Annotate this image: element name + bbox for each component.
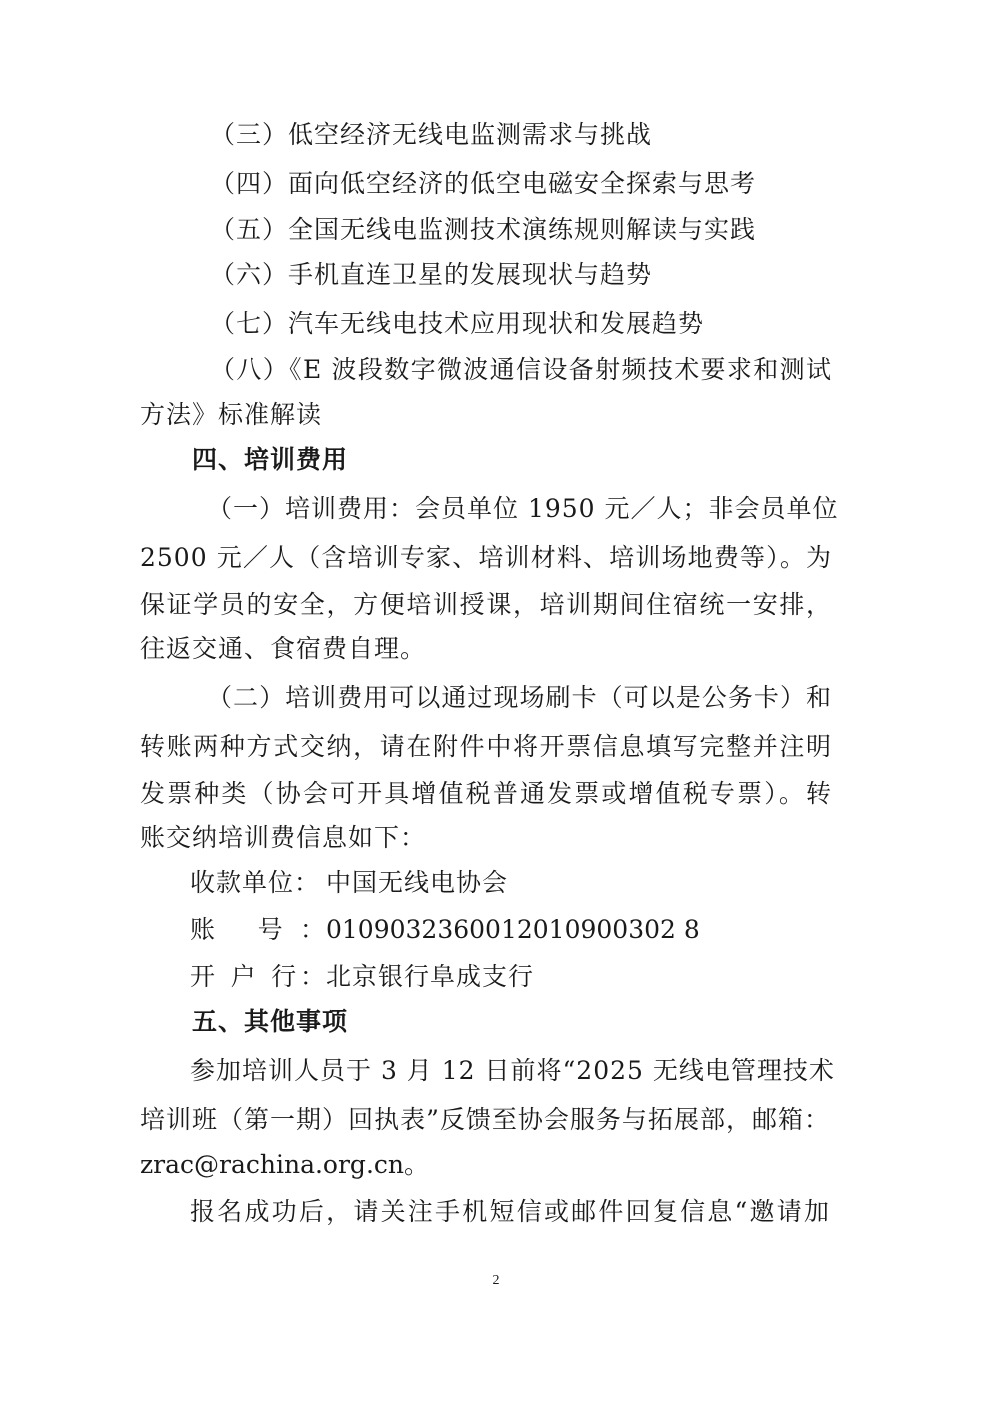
section-5-para1-line1: 参加培训人员于 3 月 12 日前将“2025 无线电管理技术 [190, 1056, 835, 1085]
bank-label: 开 户 行： [190, 962, 326, 991]
payee-value: 中国无线电协会 [326, 868, 509, 897]
page-number: 2 [492, 1273, 500, 1288]
section-4-para2-line4: 账交纳培训费信息如下： [140, 823, 427, 852]
list-item-3: （三）低空经济无线电监测需求与挑战 [210, 120, 653, 149]
section-4-para1-line3: 保证学员的安全，方便培训授课，培训期间住宿统一安排， [140, 590, 832, 619]
section-4-para1-line1: （一）培训费用：会员单位 1950 元／人；非会员单位 [207, 494, 839, 523]
section-4-para1-line2: 2500 元／人（含培训专家、培训材料、培训场地费等）。为 [140, 543, 832, 572]
section-4-para2-line2: 转账两种方式交纳，请在附件中将开票信息填写完整并注明 [140, 732, 832, 761]
bank-value: 北京银行阜成支行 [326, 962, 535, 991]
section-4-para2-line3: 发票种类（协会可开具增值税普通发票或增值税专票）。转 [140, 779, 832, 808]
section-5-para2-line1: 报名成功后，请关注手机短信或邮件回复信息“邀请加 [190, 1197, 830, 1226]
list-item-7: （七）汽车无线电技术应用现状和发展趋势 [210, 309, 705, 338]
list-item-4: （四）面向低空经济的低空电磁安全探索与思考 [210, 169, 757, 198]
list-item-8: （八）《E 波段数字微波通信设备射频技术要求和测试 [210, 355, 832, 384]
section-5-email: zrac@rachina.org.cn。 [140, 1150, 429, 1179]
account-value: 0109032360012010900302 8 [326, 915, 700, 944]
list-item-6: （六）手机直连卫星的发展现状与趋势 [210, 260, 653, 289]
section-4-para1-line4: 往返交通、食宿费自理。 [140, 634, 427, 663]
list-item-8-cont: 方法》标准解读 [140, 400, 323, 429]
section-5-para1-line2: 培训班（第一期）回执表”反馈至协会服务与拓展部，邮箱： [140, 1105, 830, 1134]
section-4-para2-line1: （二）培训费用可以通过现场刷卡（可以是公务卡）和 [207, 683, 832, 712]
payee-label: 收款单位： [190, 868, 321, 897]
account-label: 账 号： [190, 915, 326, 944]
section-4-heading: 四、培训费用 [192, 445, 349, 474]
section-5-heading: 五、其他事项 [192, 1007, 349, 1036]
list-item-5: （五）全国无线电监测技术演练规则解读与实践 [210, 215, 757, 244]
